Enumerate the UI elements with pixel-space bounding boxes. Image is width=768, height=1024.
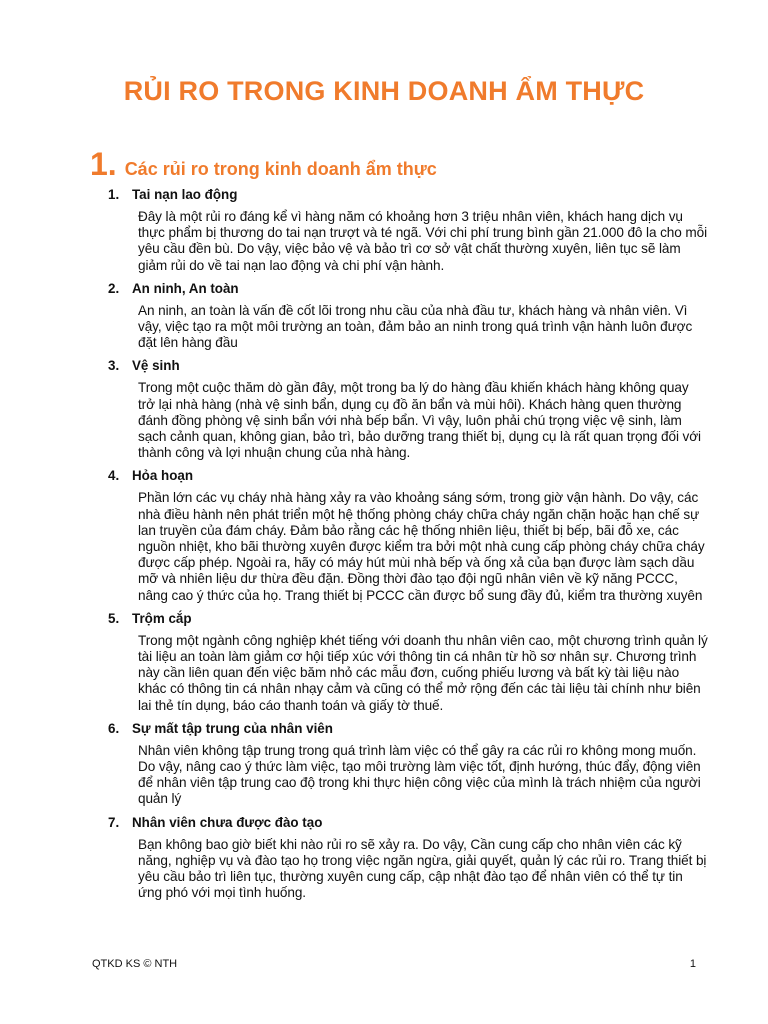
- item-title: Vệ sinh: [132, 358, 180, 374]
- page-number: 1: [689, 958, 696, 970]
- item-paragraph: Trong một cuộc thăm dò gần đây, một trong ba lý do hàng đầu khiến khách hàng không quay trở lại nhà hàng (nhà vệ sinh bẩn, dụng cụ đồ ăn bẩn và mùi hôi). Khách hàng quen thường đánh đồng phòng vệ sinh bẩn với nhà bếp bẩn. Vì vậy, luôn phải chú trọng việc vệ sinh, làm sạch cảnh quan, không gian, bảo trì, bảo dưỡng trang thiết bị, dụng cụ là rất quan trọng đối với thành công và lợi nhuận chung của nhà hàng.: [138, 380, 701, 461]
- list-item: [108, 720, 708, 808]
- document-title: RỦI RO TRONG KINH DOANH ẨM THỰC: [123, 76, 645, 106]
- list-item: [108, 186, 708, 274]
- item-number: 3.: [108, 358, 120, 374]
- section-heading: [90, 146, 437, 183]
- list-item: [108, 280, 708, 352]
- item-paragraph: Bạn không bao giờ biết khi nào rủi ro sẽ xảy ra. Do vậy, Cần cung cấp cho nhân viên các kỹ năng, nghiệp vụ và đào tạo họ trong việc ngăn ngừa, giải quyết, quản lý các rủi ro. Trang thiết bị yêu cầu bảo trì liên tục, thường xuyên cung cấp, cập nhật đào tạo để nhân viên có thể tự tin ứng phó với mọi tình huống.: [138, 836, 707, 901]
- item-heading: [108, 467, 708, 485]
- item-heading: [108, 280, 708, 298]
- list-item: [108, 357, 708, 461]
- footer-text: QTKD KS © NTH: [92, 958, 178, 970]
- item-number: 5.: [108, 610, 120, 626]
- item-paragraph: Nhân viên không tập trung trong quá trình làm việc có thể gây ra các rủi ro không mong muốn. Do vậy, nâng cao ý thức làm việc, tạo môi trường làm việc tốt, định hướng, thúc đẩy, động viên để nhân viên tập trung cao độ trong khi thực hiện công việc của mình là trách nhiệm của người quản lý: [138, 742, 701, 807]
- section-title: Các rủi ro trong kinh doanh ẩm thực: [124, 159, 437, 179]
- list-item: [108, 467, 708, 603]
- item-title: Hỏa hoạn: [132, 468, 194, 484]
- item-paragraph: Đây là một rủi ro đáng kể vì hàng năm có khoảng hơn 3 triệu nhân viên, khách hang dịch vụ thực phẩm bị thương do tai nạn trượt và té ngã. Với chi phí trung bình gần 21.000 đô la cho mỗi yêu cầu đền bù. Do vậy, việc bảo vệ và bảo trì cơ sở vật chất thường xuyên, liên tục sẽ làm giảm rủi do về tai nạn lao động và chi phí vận hành.: [138, 209, 708, 273]
- item-title: Tai nạn lao động: [132, 187, 238, 202]
- item-heading: [108, 186, 708, 204]
- item-number: 4.: [108, 468, 120, 484]
- page-footer: [92, 958, 696, 970]
- item-title: Sự mất tập trung của nhân viên: [132, 720, 333, 736]
- item-heading: [108, 720, 708, 738]
- item-number: 7.: [108, 814, 120, 830]
- item-paragraph: An ninh, an toàn là vấn đề cốt lõi trong nhu cầu của nhà đầu tư, khách hàng và nhân viên. Vì vậy, việc tạo ra một môi trường an toàn, đảm bảo an ninh trong quá trình vận hành luôn được đặt lên hàng đầu: [138, 302, 693, 351]
- item-title: Trộm cắp: [132, 610, 192, 626]
- item-title: Nhân viên chưa được đào tạo: [132, 814, 323, 830]
- item-number: 2.: [108, 280, 120, 296]
- item-heading: [108, 814, 708, 832]
- list-item: [108, 610, 708, 714]
- item-paragraph: Trong một ngành công nghiệp khét tiếng với doanh thu nhân viên cao, một chương trình quản lý tài liệu an toàn làm giảm cơ hội tiếp xúc với thông tin cá nhân từ hồ sơ nhân sự. Chương trình này cần liên quan đến việc băm nhỏ các mẫu đơn, cuống phiếu lương và bất kỳ tài liệu nào khác có thông tin cá nhân nhạy cảm và cũng có thể mở rộng đến các tài liệu tài chính như biên lai thẻ tín dụng, báo cáo thanh toán và giấy tờ thuế.: [138, 632, 708, 713]
- item-heading: [108, 610, 708, 628]
- risk-list: [108, 186, 708, 908]
- item-heading: [108, 357, 708, 375]
- item-paragraph: Phần lớn các vụ cháy nhà hàng xảy ra vào khoảng sáng sớm, trong giờ vận hành. Do vậy, các nhà điều hành nên phát triển một hệ thống phòng cháy chữa cháy ngăn chặn hoặc hạn chế sự lan truyền của đám cháy. Đảm bảo rằng các hệ thống nhiên liệu, thiết bị bếp, bãi đỗ xe, các nguồn nhiệt, kho bãi thường xuyên được kiểm tra bởi một nhà cung cấp phòng cháy chữa cháy được cấp phép. Ngoài ra, hãy có máy hút mùi nhà bếp và ống xả của bạn được làm sạch dầu mỡ và nhiên liệu dư thừa đều đặn. Đồng thời đào tạo đội ngũ nhân viên về kỹ năng PCCC, nâng cao ý thức của họ. Trang thiết bị PCCC cần được bổ sung đầy đủ, kiểm tra thường xuyên: [138, 490, 705, 603]
- section-number: 1.: [90, 146, 117, 182]
- item-number: 1.: [108, 187, 120, 202]
- list-item: [108, 814, 708, 902]
- item-title: An ninh, An toàn: [132, 280, 239, 296]
- item-number: 6.: [108, 720, 120, 736]
